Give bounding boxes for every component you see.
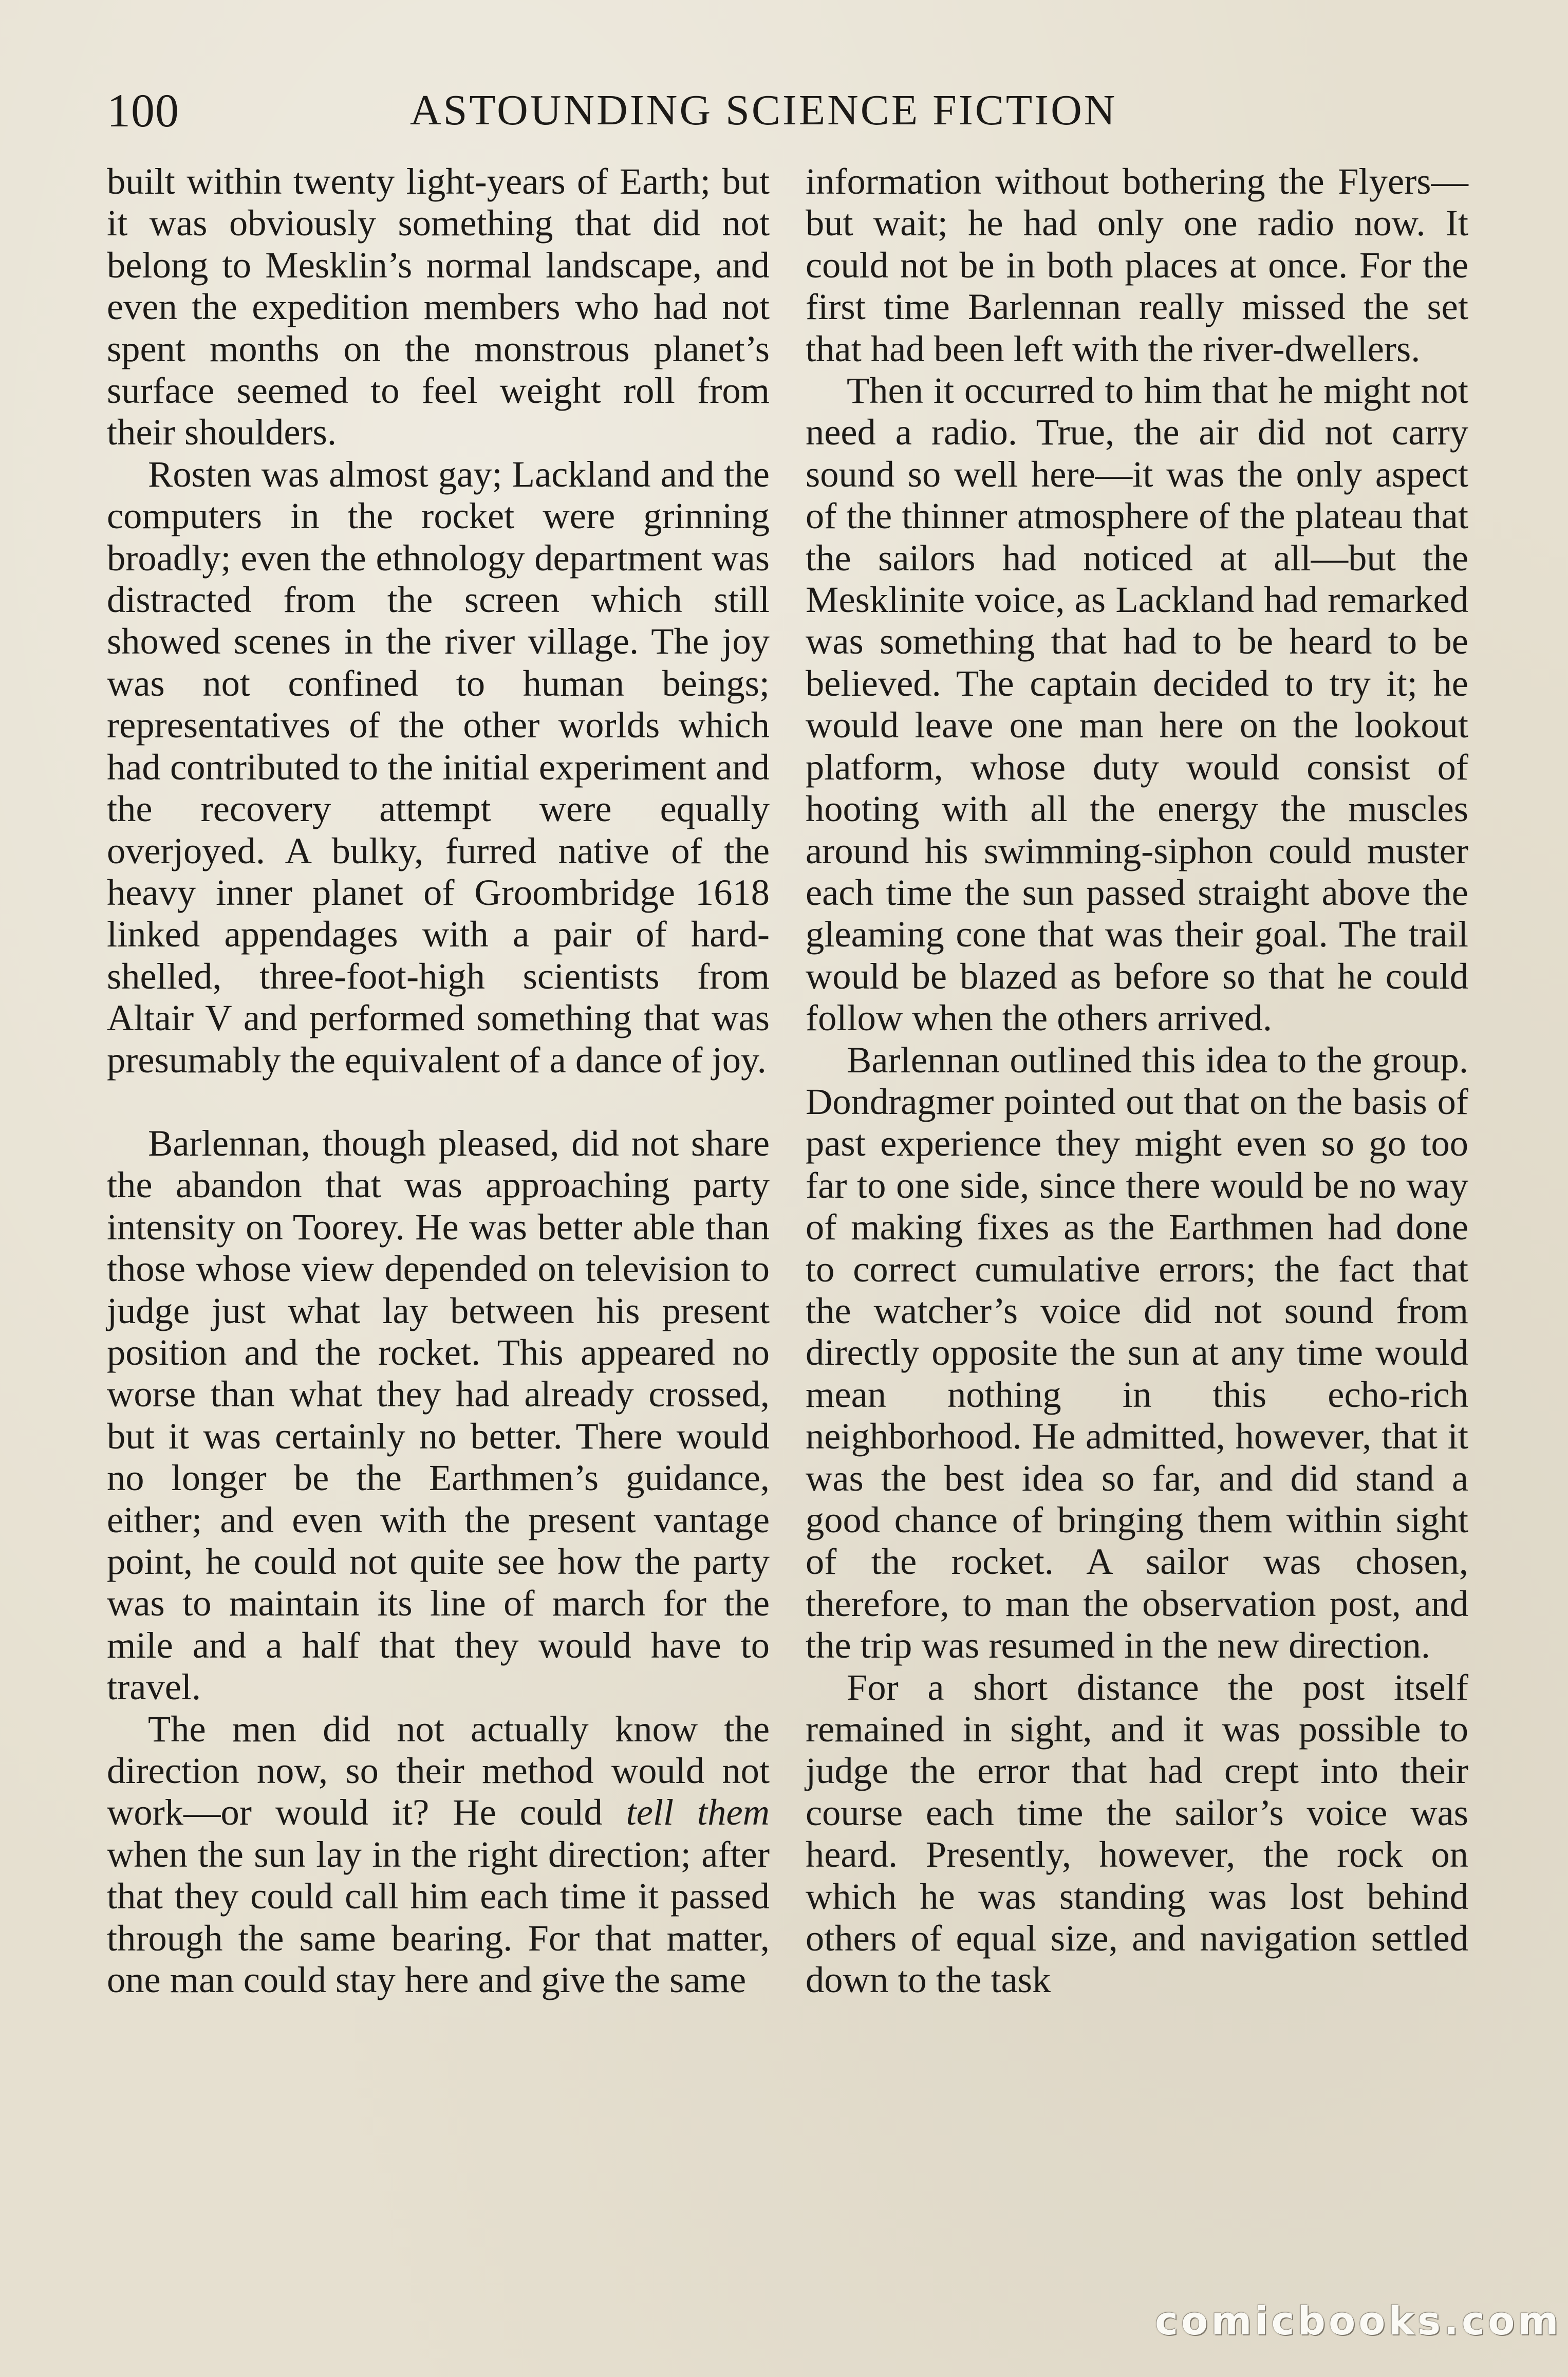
left-column	[107, 160, 770, 2000]
paragraph: information without bothering the Flyers—but wait; he had only one radio now. It could not be in both places at once. For the first time Barlennan really missed the set that had been left with the river-dwellers.	[806, 160, 1468, 369]
running-head: ASTOUNDING SCIENCE FICTION	[410, 86, 1117, 134]
paragraph: Then it occurred to him that he might not need a radio. True, the air did not carry sound so well here—it was the only aspect of the thinner atmosphere of the plateau that the sailors had noticed at all—but the Mesklinite voice, as Lackland had remarked was something that had to be heard to be believed. The captain decided to try it; he would leave one man here on the lookout platform, whose duty would consist of hooting with all the energy the muscles around his swimming-siphon could muster each time the sun passed straight above the gleaming cone that was their goal. The trail would be blazed as before so that he could follow when the others arrived.	[806, 369, 1468, 1039]
watermark: comicbooks.com	[1155, 2298, 1562, 2344]
italic-text: tell them	[626, 1791, 770, 1833]
page-number: 100	[107, 84, 179, 137]
paragraph: built within twenty light-years of Earth; but it was obviously something that did not belong to Mesklin’s normal landscape, and even the expedition members who had not spent months on the monstrous planet’s surface seemed to feel weight roll from their shoulders.	[107, 160, 770, 453]
page-header	[107, 77, 1463, 144]
paragraph: Barlennan outlined this idea to the group. Dondragmer pointed out that on the basis of past experience they might even so go too far to one side, since there would be no way of making fixes as the Earthmen had done to correct cumulative errors; the fact that the watcher’s voice did not sound from directly opposite the sun at any time would mean nothing in this echo-rich neighborhood. He admitted, however, that it was the best idea so far, and did stand a good chance of bringing them within sight of the rocket. A sailor was chosen, therefore, to man the observation post, and the trip was resumed in the new direction.	[806, 1038, 1468, 1666]
paragraph	[107, 1708, 770, 2001]
paragraph: Rosten was almost gay; Lackland and the computers in the rocket were grinning broadly; even the ethnology department was distracted from the screen which still showed scenes in the river village. The joy was not confined to human beings; representatives of the other worlds which had contributed to the initial experiment and the recovery attempt were equally overjoyed. A bulky, furred native of the heavy inner planet of Groombridge 1618 linked appendages with a pair of hard-shelled, three-foot-high scientists from Altair V and performed something that was presumably the equivalent of a dance of joy.	[107, 453, 770, 1081]
paragraph: For a short distance the post itself remained in sight, and it was possible to judge the error that had crept into their course each time the sailor’s voice was heard. Presently, however, the rock on which he was standing was lost behind others of equal size, and navigation settled down to the task	[806, 1666, 1468, 2001]
right-column	[806, 160, 1468, 2001]
paragraph-text: The men did not actually know the direction now, so their method would not work—or would it? He could	[107, 1707, 770, 1833]
paragraph-text: when the sun lay in the right direction; after that they could call him each time it passed through the same bearing. For that matter, one man could stay here and give the same	[107, 1833, 770, 2001]
paragraph: Barlennan, though pleased, did not share the abandon that was approaching party intensity on Toorey. He was better able than those whose view depended on television to judge just what lay between his present position and the rocket. This appeared no worse than what they had already crossed, but it was certainly no better. There would no longer be the Earthmen’s guidance, either; and even with the present vantage point, he could not quite see how the party was to maintain its line of march for the mile and a half that they would have to travel.	[107, 1122, 770, 1708]
